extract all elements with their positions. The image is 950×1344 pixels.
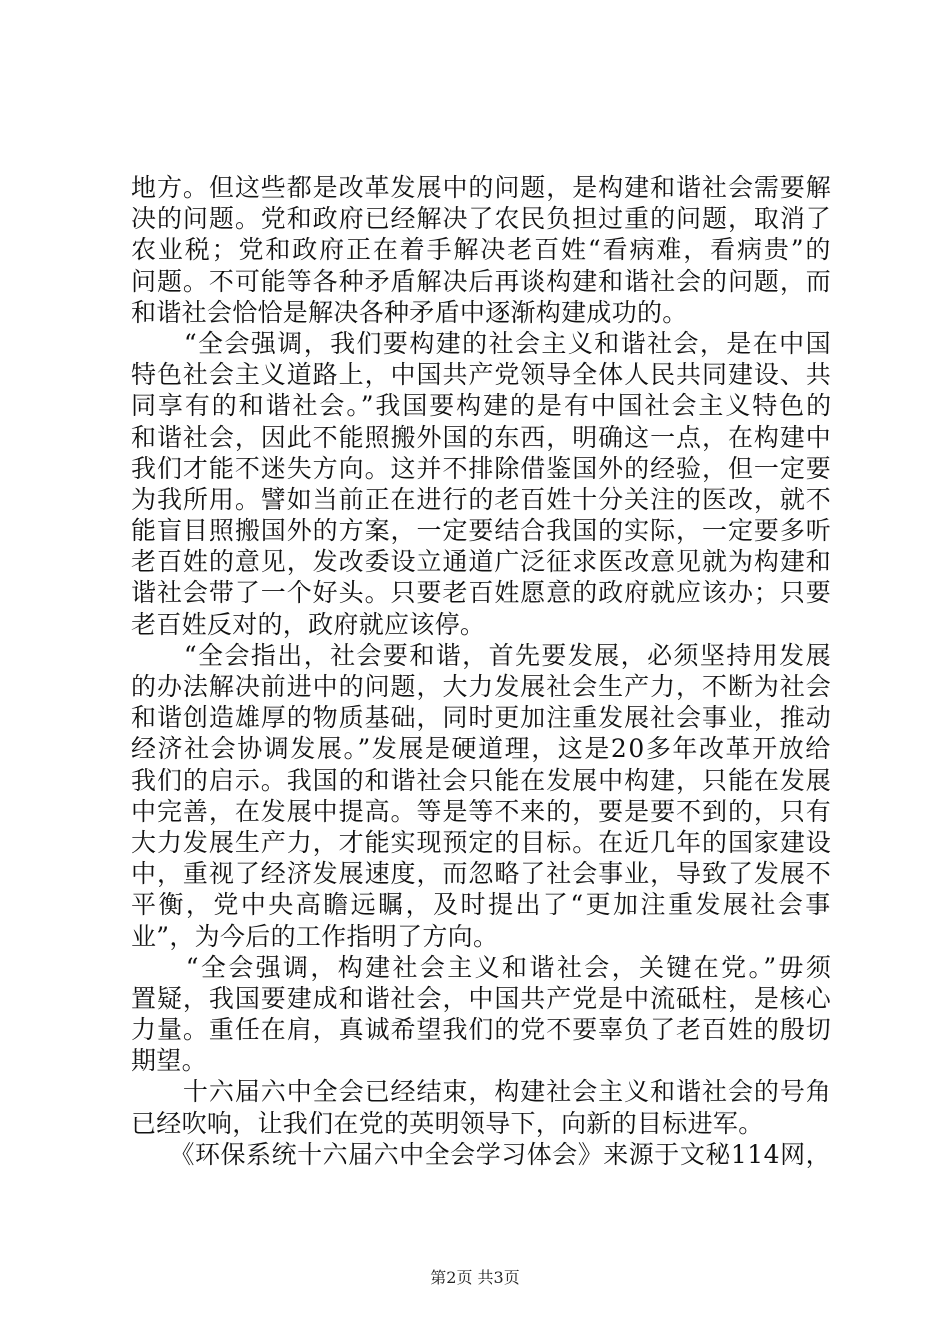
text-line: 置疑，我国要建成和谐社会，中国共产党是中流砥柱，是核心 (131, 983, 832, 1013)
text-line: 和谐社会，因此不能照搬外国的东西，明确这一点，在构建中 (131, 422, 832, 452)
text-line: 业”，为今后的工作指明了方向。 (131, 921, 499, 951)
text-line: 平衡，党中央高瞻远瞩，及时提出了“更加注重发展社会事 (131, 890, 833, 920)
page-footer: 第2页 共3页 (430, 1268, 520, 1287)
text-line: 力量。重任在肩，真诚希望我们的党不要辜负了老百姓的殷切 (131, 1015, 832, 1045)
text-line: 同享有的和谐社会。”我国要构建的是有中国社会主义特色的 (131, 391, 833, 421)
text-line: 中完善，在发展中提高。等是等不来的，要是要不到的，只有 (131, 796, 832, 826)
text-line: 已经吹响，让我们在党的英明领导下，向新的目标进军。 (131, 1108, 764, 1138)
text-line: 和谐创造雄厚的物质基础，同时更加注重发展社会事业，推动 (131, 703, 832, 733)
text-line: 我们才能不迷失方向。这并不排除借鉴国外的经验，但一定要 (131, 453, 832, 483)
text-line: “全会指出，社会要和谐，首先要发展，必须坚持用发展 (131, 640, 832, 670)
text-line: 经济社会协调发展。”发展是硬道理，这是20多年改革开放给 (131, 734, 832, 764)
text-line: 老百姓反对的，政府就应该停。 (131, 609, 486, 639)
text-line: 我们的启示。我国的和谐社会只能在发展中构建，只能在发展 (131, 765, 832, 795)
text-line: 大力发展生产力，才能实现预定的目标。在近几年的国家建设 (131, 827, 832, 857)
text-line: 十六届六中全会已经结束，构建社会主义和谐社会的号角 (131, 1077, 832, 1107)
text-line: 《环保系统十六届六中全会学习体会》来源于文秘114网， (131, 1139, 832, 1169)
text-line: “全会强调，构建社会主义和谐社会，关键在党。”毋须 (131, 952, 834, 982)
text-line: 特色社会主义道路上，中国共产党领导全体人民共同建设、共 (131, 360, 832, 390)
text-line: 地方。但这些都是改革发展中的问题，是构建和谐社会需要解 (131, 173, 832, 202)
document-body (131, 172, 834, 1170)
text-line: 和谐社会恰恰是解决各种矛盾中逐渐构建成功的。 (131, 297, 688, 327)
text-line: 问题。不可能等各种矛盾解决后再谈构建和谐社会的问题，而 (131, 266, 832, 296)
text-line: “全会强调，我们要构建的社会主义和谐社会，是在中国 (131, 328, 832, 358)
text-line: 的办法解决前进中的问题，大力发展社会生产力，不断为社会 (131, 672, 832, 701)
text-line: 农业税；党和政府正在着手解决老百姓“看病难，看病贵”的 (131, 235, 833, 265)
text-line: 中，重视了经济发展速度，而忽略了社会事业，导致了发展不 (131, 859, 832, 889)
text-line: 老百姓的意见，发改委设立通道广泛征求医改意见就为构建和 (131, 547, 832, 577)
text-line: 谐社会带了一个好头。只要老百姓愿意的政府就应该办；只要 (131, 578, 832, 608)
text-line: 决的问题。党和政府已经解决了农民负担过重的问题，取消了 (131, 204, 832, 234)
text-line: 能盲目照搬国外的方案，一定要结合我国的实际，一定要多听 (131, 516, 832, 546)
text-line: 为我所用。譬如当前正在进行的老百姓十分关注的医改，就不 (131, 484, 832, 514)
text-line: 期望。 (131, 1046, 207, 1076)
